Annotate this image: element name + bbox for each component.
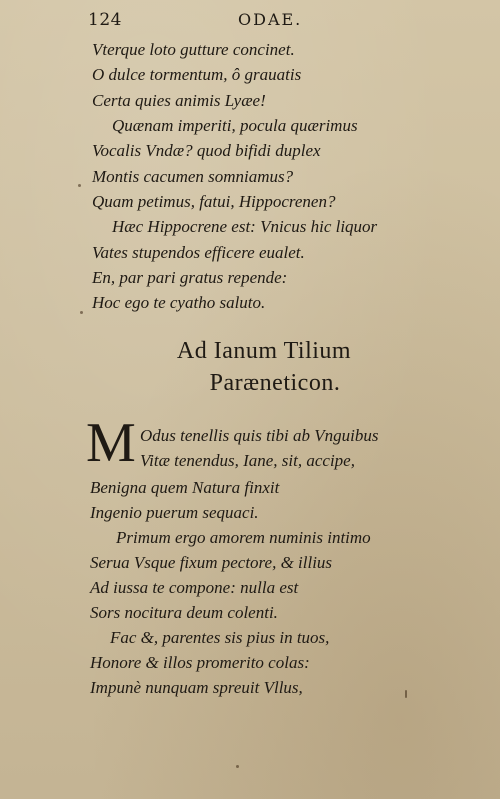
paper-speck xyxy=(405,690,407,698)
verse-line: Vitæ tenendus, Iane, sit, accipe, xyxy=(140,451,355,470)
verse-line: Montis cacumen somniamus? xyxy=(92,167,294,186)
verse-line: Hæc Hippocrene est: Vnicus hic liquor xyxy=(112,217,378,236)
paper-speck xyxy=(236,765,239,768)
verse-line: Sors nocitura deum colenti. xyxy=(90,603,278,622)
poem-subtitle: Parænеticon. xyxy=(209,370,341,396)
page-number: 124 xyxy=(88,10,122,30)
verse-line: Primum ergo amorem numinis intimo xyxy=(116,528,371,547)
verse-line: En, par pari gratus repende: xyxy=(92,268,288,287)
verse-line: Vocalis Vndæ? quod bifidi duplex xyxy=(92,141,321,160)
verse-line: Odus tenellis quis tibi ab Vnguibus xyxy=(140,426,379,445)
verse-line: Ad iussa te compone: nulla est xyxy=(90,578,299,597)
poem-title: Ad Ianum Tilium xyxy=(176,338,352,364)
verse-line: Serua Vsque fixum pectore, & illius xyxy=(90,553,333,572)
verse-line: Benigna quem Natura finxit xyxy=(90,478,280,497)
verse-line: Honore & illos promerito colas: xyxy=(90,653,310,672)
paper-speck xyxy=(78,184,81,187)
drop-cap-initial: M xyxy=(86,412,136,474)
verse-line: Vterque loto gutture concinet. xyxy=(92,40,295,59)
verse-line: Impunè nunquam spreuit Vllus, xyxy=(90,678,303,697)
page-header xyxy=(88,10,388,32)
verse-line: Certa quies animis Lyæe! xyxy=(92,91,266,110)
verse-line: Ingenio puerum sequaci. xyxy=(90,503,259,522)
verse-line: Quænam imperiti, pocula quærimus xyxy=(112,116,358,135)
verse-line: Hoc ego te cyatho saluto. xyxy=(92,293,266,312)
verse-line: Fac &, parentes sis pius in tuos, xyxy=(110,628,330,647)
verse-line: Quam petimus, fatui, Hippocrenen? xyxy=(92,192,336,211)
verse-line: Vates stupendos efficere eualet. xyxy=(92,243,305,262)
paper-speck xyxy=(80,311,83,314)
running-head: ODAE. xyxy=(238,10,303,29)
verse-line: O dulce tormentum, ô grauatis xyxy=(92,65,302,84)
